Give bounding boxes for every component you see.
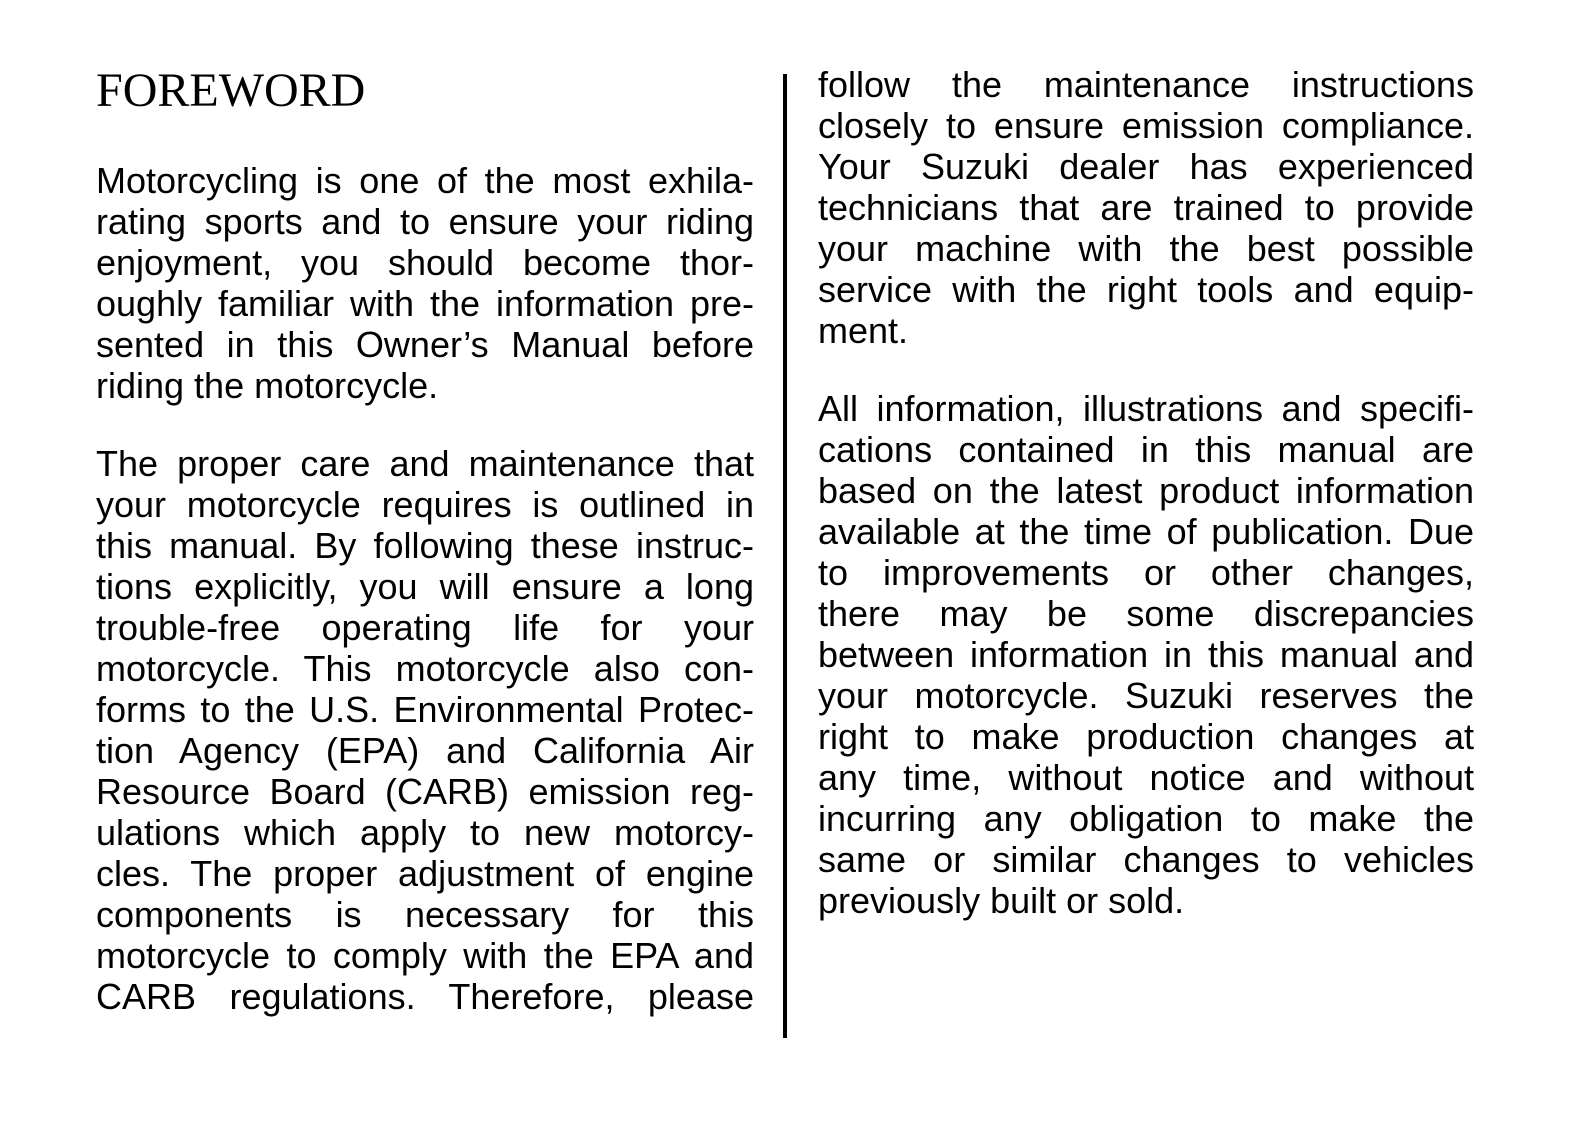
text-line: All information, illustrations and specifi-	[818, 388, 1474, 429]
text-line: CARB regulations. Therefore, please	[96, 976, 754, 1017]
text-line: tion Agency (EPA) and California Air	[96, 730, 754, 771]
text-line: follow the maintenance instructions	[818, 64, 1474, 105]
text-line: any time, without notice and without	[818, 757, 1474, 798]
text-line: Your Suzuki dealer has experienced	[818, 146, 1474, 187]
left-column	[96, 64, 754, 1054]
paragraph-maintenance	[96, 443, 754, 1017]
text-line: tions explicitly, you will ensure a long	[96, 566, 754, 607]
text-line: ulations which apply to new motorcy-	[96, 812, 754, 853]
text-line: based on the latest product information	[818, 470, 1474, 511]
text-line: ment.	[818, 310, 909, 351]
text-line: trouble-free operating life for your	[96, 607, 754, 648]
text-line: cles. The proper adjustment of engine	[96, 853, 754, 894]
text-line: incurring any obligation to make the	[818, 798, 1474, 839]
text-line: technicians that are trained to provide	[818, 187, 1474, 228]
paragraph-intro	[96, 160, 754, 406]
text-line: components is necessary for this	[96, 894, 754, 935]
column-divider	[783, 74, 787, 1038]
text-line: service with the right tools and equip-	[818, 269, 1474, 310]
text-line: motorcycle. This motorcycle also con-	[96, 648, 754, 689]
text-line: your motorcycle. Suzuki reserves the	[818, 675, 1474, 716]
text-line: available at the time of publication. Due	[818, 511, 1474, 552]
text-line: Resource Board (CARB) emission reg-	[96, 771, 754, 812]
page-title: FOREWORD	[96, 64, 366, 117]
text-line: right to make production changes at	[818, 716, 1474, 757]
text-line: your machine with the best possible	[818, 228, 1474, 269]
text-line: closely to ensure emission compliance.	[818, 105, 1474, 146]
text-line: oughly familiar with the information pre-	[96, 283, 754, 324]
text-line: to improvements or other changes,	[818, 552, 1474, 593]
text-line: forms to the U.S. Environmental Protec-	[96, 689, 754, 730]
text-line: cations contained in this manual are	[818, 429, 1474, 470]
paragraph-dealer	[818, 64, 1474, 351]
text-line: previously built or sold.	[818, 880, 1185, 921]
paragraph-disclaimer	[818, 388, 1474, 921]
right-column	[818, 64, 1474, 958]
text-line: your motorcycle requires is outlined in	[96, 484, 754, 525]
text-line: same or similar changes to vehicles	[818, 839, 1474, 880]
text-line: riding the motorcycle.	[96, 365, 439, 406]
text-line: The proper care and maintenance that	[96, 443, 754, 484]
text-line: there may be some discrepancies	[818, 593, 1474, 634]
text-line: enjoyment, you should become thor-	[96, 242, 754, 283]
text-line: sented in this Owner’s Manual before	[96, 324, 754, 365]
text-line: between information in this manual and	[818, 634, 1474, 675]
text-line: this manual. By following these instruc-	[96, 525, 754, 566]
text-line: Motorcycling is one of the most exhila-	[96, 160, 754, 201]
text-line: motorcycle to comply with the EPA and	[96, 935, 754, 976]
text-line: rating sports and to ensure your riding	[96, 201, 754, 242]
